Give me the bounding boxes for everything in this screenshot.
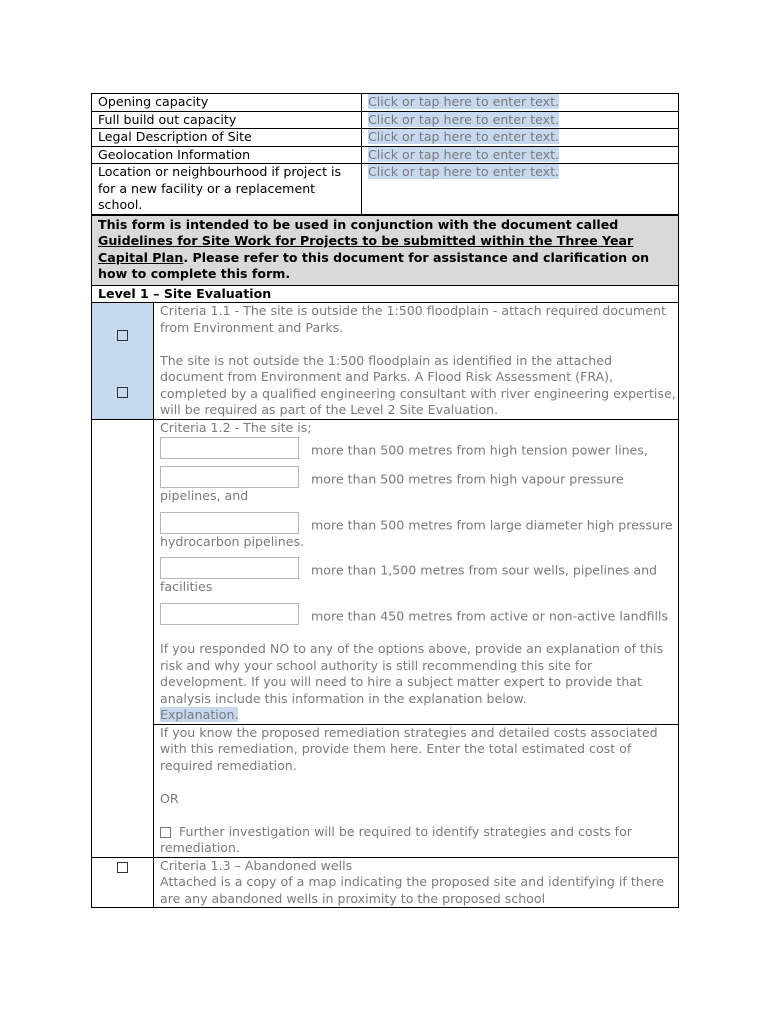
- text-entry-field[interactable]: Click or tap here to enter text.: [362, 129, 679, 147]
- remediation-row: [92, 724, 679, 857]
- checkbox-further-investigation[interactable]: [160, 827, 171, 838]
- explanation-prompt: If you responded NO to any of the options above, provide an explanation of this risk and why your school authority is still recommending this site for development. If you will need to hire a subject matter expert to provide that analysis include this information in the explanation below.: [160, 641, 664, 706]
- criteria-1-3-row: [92, 857, 679, 908]
- or-label: OR: [160, 790, 179, 806]
- answer-field-landfills[interactable]: [160, 603, 299, 625]
- checkbox-criteria-1-1-outside[interactable]: [117, 330, 128, 341]
- criteria-1-1-row: [92, 303, 679, 420]
- criteria-1-2-item: more than 500 metres from high vapour pressure pipelines, and: [160, 471, 624, 503]
- row-label: Geolocation Information: [92, 146, 362, 164]
- answer-field-power-lines[interactable]: [160, 437, 299, 459]
- criteria-1-2-row: [92, 419, 679, 724]
- criteria-1-2-item: more than 450 metres from active or non-active landfills: [311, 608, 669, 623]
- criteria-1-2-item: more than 500 metres from high tension power lines,: [311, 442, 648, 458]
- table-row: [92, 94, 679, 112]
- level1-heading: Level 1 – Site Evaluation: [92, 285, 679, 303]
- answer-field-sour-wells[interactable]: [160, 557, 299, 579]
- criteria-1-2-item: more than 500 metres from large diameter high pressure hydrocarbon pipelines.: [160, 517, 673, 549]
- further-investigation-label: Further investigation will be required to identify strategies and costs for remediation.: [160, 823, 632, 855]
- instructions-banner: This form is intended to be used in conjunction with the document called Guidelines for Site Work for Projects to be submitted within the Three Year Capital Plan. Please refer to this document for assistance and clarification on how to complete this form.: [92, 215, 679, 285]
- criteria-1-3-title: Criteria 1.3 – Abandoned wells: [160, 857, 353, 873]
- text-entry-field[interactable]: Click or tap here to enter text.: [362, 111, 679, 129]
- table-row: [92, 111, 679, 129]
- site-evaluation-table: [91, 215, 679, 909]
- criteria-1-2-item: more than 1,500 metres from sour wells, pipelines and facilities: [160, 562, 658, 594]
- guidelines-link[interactable]: Guidelines for Site Work for Projects to be submitted within the Three Year Capital Plan: [98, 233, 634, 265]
- checkbox-criteria-1-3[interactable]: [117, 862, 128, 873]
- form-page: [91, 93, 678, 908]
- row-label: Legal Description of Site: [92, 129, 362, 147]
- checkbox-criteria-1-1-not-outside[interactable]: [117, 387, 128, 398]
- criteria-1-1-option-a: Criteria 1.1 - The site is outside the 1:500 floodplain - attach required document from Environment and Parks.: [160, 303, 666, 335]
- table-row: [92, 146, 679, 164]
- row-label: Full build out capacity: [92, 111, 362, 129]
- remediation-text: If you know the proposed remediation strategies and detailed costs associated with this remediation, provide them here. Enter the total estimated cost of required remediation.: [160, 724, 658, 773]
- table-row: [92, 164, 679, 215]
- answer-field-hydrocarbon-pipelines[interactable]: [160, 512, 299, 534]
- text-entry-field[interactable]: Click or tap here to enter text.: [362, 146, 679, 164]
- row-label: Location or neighbourhood if project is for a new facility or a replacement school.: [92, 164, 362, 215]
- criteria-1-3-text: Attached is a copy of a map indicating the proposed site and identifying if there are any abandoned wells in proximity to the proposed school: [160, 874, 665, 906]
- table-row: [92, 129, 679, 147]
- answer-field-vapour-pipelines[interactable]: [160, 466, 299, 488]
- criteria-1-2-title: Criteria 1.2 - The site is;: [160, 419, 312, 435]
- criteria-1-1-option-b: The site is not outside the 1:500 floodplain as identified in the attached document from Environment and Parks. A Flood Risk Assessment (FRA), completed by a qualified engineering consultant with river engineering expertise, will be required as part of the Level 2 Site Evaluation.: [160, 352, 676, 417]
- info-table: [91, 93, 679, 215]
- row-label: Opening capacity: [92, 94, 362, 112]
- text-entry-field[interactable]: Click or tap here to enter text.: [362, 164, 679, 215]
- explanation-field[interactable]: Explanation.: [160, 707, 239, 722]
- text-entry-field[interactable]: Click or tap here to enter text.: [362, 94, 679, 112]
